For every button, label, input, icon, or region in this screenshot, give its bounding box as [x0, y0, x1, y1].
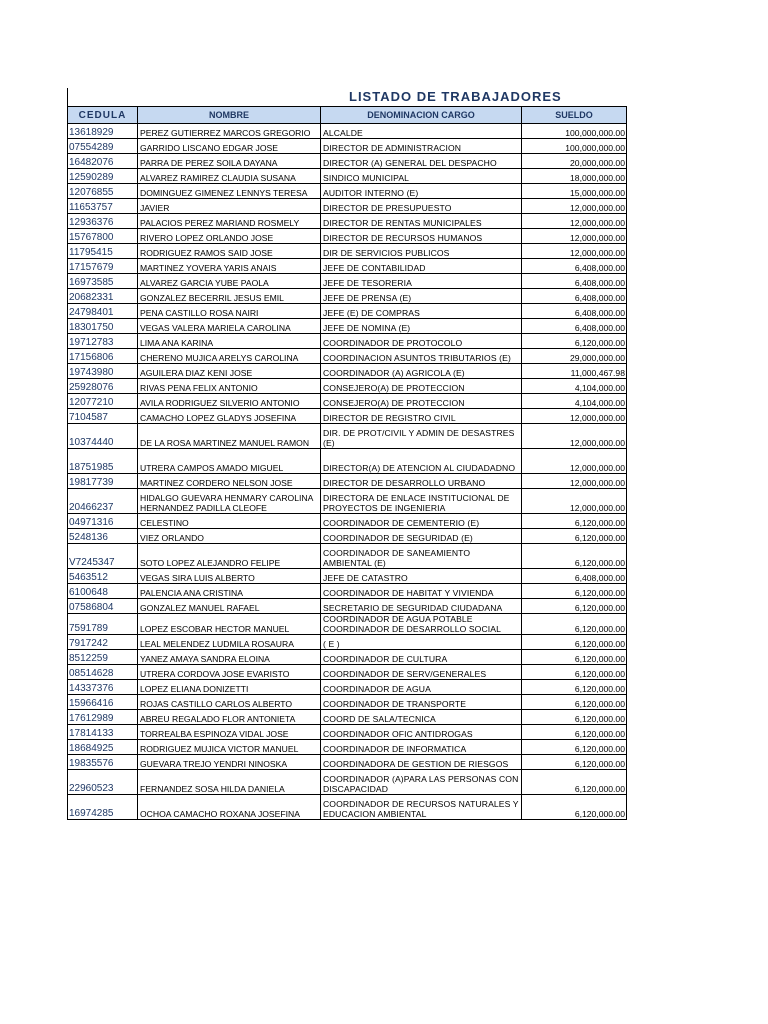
table-row [68, 795, 627, 820]
cargo-cell[interactable]: DIRECTOR DE RECURSOS HUMANOS [321, 229, 522, 244]
sueldo-cell[interactable]: 12,000,000.00 [522, 214, 627, 229]
cargo-cell[interactable]: COORDINADOR DE SERV/GENERALES [321, 665, 522, 680]
sueldo-cell[interactable]: 12,000,000.00 [522, 244, 627, 259]
table-row [68, 244, 627, 259]
nombre-cell[interactable]: VIEZ ORLANDO [138, 529, 321, 544]
sueldo-cell[interactable]: 29,000,000.00 [522, 349, 627, 364]
nombre-cell[interactable]: PENA CASTILLO ROSA NAIRI [138, 304, 321, 319]
table-row [68, 770, 627, 795]
cargo-cell[interactable]: COORDINADOR DE AGUA [321, 680, 522, 695]
cargo-cell[interactable]: DIRECTORA DE ENLACE INSTITUCIONAL DE PROYECTOS DE INGENIERIA [321, 489, 522, 514]
table-row [68, 154, 627, 169]
nombre-cell[interactable]: GONZALEZ BECERRIL JESUS EMIL [138, 289, 321, 304]
nombre-cell[interactable]: YANEZ AMAYA SANDRA ELOINA [138, 650, 321, 665]
table-row [68, 680, 627, 695]
nombre-cell[interactable]: UTRERA CAMPOS AMADO MIGUEL [138, 449, 321, 474]
cedula-cell[interactable]: 12076855 [68, 184, 138, 199]
sueldo-cell[interactable]: 6,120,000.00 [522, 725, 627, 740]
nombre-cell[interactable]: CHERENO MUJICA ARELYS CAROLINA [138, 349, 321, 364]
nombre-cell[interactable]: CELESTINO [138, 514, 321, 529]
sueldo-cell[interactable]: 6,408,000.00 [522, 259, 627, 274]
sueldo-cell[interactable]: 20,000,000.00 [522, 154, 627, 169]
cedula-cell[interactable]: 7591789 [68, 614, 138, 635]
sueldo-cell[interactable]: 4,104,000.00 [522, 394, 627, 409]
cargo-cell[interactable]: COORDINADOR DE SEGURIDAD (E) [321, 529, 522, 544]
sueldo-cell[interactable]: 6,120,000.00 [522, 665, 627, 680]
nombre-cell[interactable]: GONZALEZ MANUEL RAFAEL [138, 599, 321, 614]
sueldo-cell[interactable]: 12,000,000.00 [522, 474, 627, 489]
table-row [68, 489, 627, 514]
cedula-cell[interactable]: 07554289 [68, 139, 138, 154]
cedula-cell[interactable]: 12936376 [68, 214, 138, 229]
sueldo-cell[interactable]: 6,120,000.00 [522, 710, 627, 725]
sueldo-cell[interactable]: 6,408,000.00 [522, 304, 627, 319]
sueldo-cell[interactable]: 6,120,000.00 [522, 584, 627, 599]
cedula-cell[interactable]: 12590289 [68, 169, 138, 184]
table-row [68, 349, 627, 364]
nombre-cell[interactable]: AGUILERA DIAZ KENI JOSE [138, 364, 321, 379]
nombre-cell[interactable]: UTRERA CORDOVA JOSE EVARISTO [138, 665, 321, 680]
nombre-cell[interactable]: VEGAS VALERA MARIELA CAROLINA [138, 319, 321, 334]
nombre-cell[interactable]: PALACIOS PEREZ MARIAND ROSMELY [138, 214, 321, 229]
table-row [68, 124, 627, 139]
table-row [68, 650, 627, 665]
sueldo-cell[interactable]: 12,000,000.00 [522, 199, 627, 214]
nombre-cell[interactable]: LOPEZ ESCOBAR HECTOR MANUEL [138, 614, 321, 635]
cedula-cell[interactable]: 18751985 [68, 449, 138, 474]
sueldo-cell[interactable]: 6,120,000.00 [522, 614, 627, 635]
table-row [68, 710, 627, 725]
cedula-cell[interactable]: 04971316 [68, 514, 138, 529]
table-row [68, 319, 627, 334]
cedula-cell[interactable]: 19712783 [68, 334, 138, 349]
cargo-cell[interactable]: COORDINADOR DE TRANSPORTE [321, 695, 522, 710]
nombre-cell[interactable]: PALENCIA ANA CRISTINA [138, 584, 321, 599]
nombre-cell[interactable]: ABREU REGALADO FLOR ANTONIETA [138, 710, 321, 725]
nombre-cell[interactable]: RODRIGUEZ RAMOS SAID JOSE [138, 244, 321, 259]
table-row [68, 229, 627, 244]
nombre-cell[interactable]: DOMINGUEZ GIMENEZ LENNYS TERESA [138, 184, 321, 199]
column-header-nombre[interactable]: NOMBRE [138, 107, 321, 124]
table-row [68, 394, 627, 409]
table-row [68, 364, 627, 379]
cedula-cell[interactable]: 20682331 [68, 289, 138, 304]
sueldo-cell[interactable]: 6,120,000.00 [522, 740, 627, 755]
nombre-cell[interactable]: TORREALBA ESPINOZA VIDAL JOSE [138, 725, 321, 740]
cargo-cell[interactable]: DIR. DE PROT/CIVIL Y ADMIN DE DESASTRES (E) [321, 424, 522, 449]
header-row [68, 107, 627, 124]
sueldo-cell[interactable]: 6,120,000.00 [522, 544, 627, 569]
table-row [68, 529, 627, 544]
cargo-cell[interactable]: COORDINADOR DE HABITAT Y VIVIENDA [321, 584, 522, 599]
table-row [68, 379, 627, 394]
nombre-cell[interactable]: CAMACHO LOPEZ GLADYS JOSEFINA [138, 409, 321, 424]
table-row [68, 274, 627, 289]
column-header-cedula[interactable]: CEDULA [68, 107, 138, 124]
nombre-cell[interactable]: LOPEZ ELIANA DONIZETTI [138, 680, 321, 695]
nombre-cell[interactable]: LIMA ANA KARINA [138, 334, 321, 349]
sueldo-cell[interactable]: 6,408,000.00 [522, 319, 627, 334]
sueldo-cell[interactable]: 12,000,000.00 [522, 489, 627, 514]
cargo-cell[interactable]: COORDINADOR DE RECURSOS NATURALES Y EDUCACION AMBIENTAL [321, 795, 522, 820]
spreadsheet [67, 88, 626, 820]
nombre-cell[interactable]: ALVAREZ RAMIREZ CLAUDIA SUSANA [138, 169, 321, 184]
cedula-cell[interactable]: 15966416 [68, 695, 138, 710]
sueldo-cell[interactable]: 6,120,000.00 [522, 695, 627, 710]
cedula-cell[interactable]: 19817739 [68, 474, 138, 489]
cedula-cell[interactable]: 20466237 [68, 489, 138, 514]
table-row [68, 584, 627, 599]
nombre-cell[interactable]: PARRA DE PEREZ SOILA DAYANA [138, 154, 321, 169]
sheet-title: LISTADO DE TRABAJADORES [349, 89, 562, 104]
table-row [68, 740, 627, 755]
cargo-cell[interactable]: COORDINADOR (A) AGRICOLA (E) [321, 364, 522, 379]
sueldo-cell[interactable]: 6,408,000.00 [522, 274, 627, 289]
table-row [68, 755, 627, 770]
cedula-cell[interactable]: 16973585 [68, 274, 138, 289]
cargo-cell[interactable]: COORDINADOR DE PROTOCOLO [321, 334, 522, 349]
cedula-cell[interactable]: 10374440 [68, 424, 138, 449]
sueldo-cell[interactable]: 12,000,000.00 [522, 449, 627, 474]
column-header-sueldo[interactable]: SUELDO [522, 107, 627, 124]
table-row [68, 334, 627, 349]
cedula-cell[interactable]: 18301750 [68, 319, 138, 334]
cargo-cell[interactable]: CONSEJERO(A) DE PROTECCION [321, 394, 522, 409]
sueldo-cell[interactable]: 6,120,000.00 [522, 599, 627, 614]
cargo-cell[interactable]: DIRECTOR DE DESARROLLO URBANO [321, 474, 522, 489]
cedula-cell[interactable]: 08514628 [68, 665, 138, 680]
nombre-cell[interactable]: OCHOA CAMACHO ROXANA JOSEFINA [138, 795, 321, 820]
table-row [68, 424, 627, 449]
sueldo-cell[interactable]: 12,000,000.00 [522, 424, 627, 449]
cargo-cell[interactable]: SECRETARIO DE SEGURIDAD CIUDADANA [321, 599, 522, 614]
cargo-cell[interactable]: COORDINADOR DE SANEAMIENTO AMBIENTAL (E) [321, 544, 522, 569]
nombre-cell[interactable]: SOTO LOPEZ ALEJANDRO FELIPE [138, 544, 321, 569]
nombre-cell[interactable]: GUEVARA TREJO YENDRI NINOSKA [138, 755, 321, 770]
nombre-cell[interactable]: PEREZ GUTIERREZ MARCOS GREGORIO [138, 124, 321, 139]
table-row [68, 169, 627, 184]
nombre-cell[interactable]: VEGAS SIRA LUIS ALBERTO [138, 569, 321, 584]
cargo-cell[interactable]: COORDINADORA DE GESTION DE RIESGOS [321, 755, 522, 770]
cedula-cell[interactable]: V7245347 [68, 544, 138, 569]
nombre-cell[interactable]: ALVAREZ GARCIA YUBE PAOLA [138, 274, 321, 289]
title-row [67, 88, 626, 106]
sueldo-cell[interactable]: 12,000,000.00 [522, 409, 627, 424]
sueldo-cell[interactable]: 6,120,000.00 [522, 334, 627, 349]
table-row [68, 614, 627, 635]
sueldo-cell[interactable]: 6,408,000.00 [522, 569, 627, 584]
nombre-cell[interactable]: ROJAS CASTILLO CARLOS ALBERTO [138, 695, 321, 710]
table-row [68, 725, 627, 740]
cedula-cell[interactable]: 8512259 [68, 650, 138, 665]
table-row [68, 409, 627, 424]
nombre-cell[interactable]: RIVERO LOPEZ ORLANDO JOSE [138, 229, 321, 244]
sueldo-cell[interactable]: 6,120,000.00 [522, 650, 627, 665]
sueldo-cell[interactable]: 6,120,000.00 [522, 770, 627, 795]
sueldo-cell[interactable]: 6,120,000.00 [522, 795, 627, 820]
sueldo-cell[interactable]: 12,000,000.00 [522, 229, 627, 244]
cargo-cell[interactable]: ( E ) [321, 635, 522, 650]
cedula-cell[interactable]: 16482076 [68, 154, 138, 169]
cedula-cell[interactable]: 5248136 [68, 529, 138, 544]
nombre-cell[interactable]: RODRIGUEZ MUJICA VICTOR MANUEL [138, 740, 321, 755]
table-row [68, 304, 627, 319]
cedula-cell[interactable]: 19743980 [68, 364, 138, 379]
cargo-cell[interactable]: COORDINADOR OFIC ANTIDROGAS [321, 725, 522, 740]
cedula-cell[interactable]: 25928076 [68, 379, 138, 394]
cargo-cell[interactable]: DIR DE SERVICIOS PUBLICOS [321, 244, 522, 259]
sueldo-cell[interactable]: 6,120,000.00 [522, 635, 627, 650]
cedula-cell[interactable]: 17156806 [68, 349, 138, 364]
cedula-cell[interactable]: 24798401 [68, 304, 138, 319]
cedula-cell[interactable]: 17612989 [68, 710, 138, 725]
sueldo-cell[interactable]: 4,104,000.00 [522, 379, 627, 394]
sueldo-cell[interactable]: 11,000,467.98 [522, 364, 627, 379]
nombre-cell[interactable]: FERNANDEZ SOSA HILDA DANIELA [138, 770, 321, 795]
cedula-cell[interactable]: 6100648 [68, 584, 138, 599]
nombre-cell[interactable]: MARTINEZ CORDERO NELSON JOSE [138, 474, 321, 489]
table-row [68, 599, 627, 614]
table-row [68, 635, 627, 650]
sueldo-cell[interactable]: 6,120,000.00 [522, 529, 627, 544]
cedula-cell[interactable]: 12077210 [68, 394, 138, 409]
cargo-cell[interactable]: SINDICO MUNICIPAL [321, 169, 522, 184]
cedula-cell[interactable]: 14337376 [68, 680, 138, 695]
nombre-cell[interactable]: MARTINEZ YOVERA YARIS ANAIS [138, 259, 321, 274]
cargo-cell[interactable]: DIRECTOR (A) GENERAL DEL DESPACHO [321, 154, 522, 169]
cargo-cell[interactable]: DIRECTOR DE RENTAS MUNICIPALES [321, 214, 522, 229]
nombre-cell[interactable]: HIDALGO GUEVARA HENMARY CAROLINA HERNANDEZ PADILLA CLEOFE [138, 489, 321, 514]
cedula-cell[interactable]: 17814133 [68, 725, 138, 740]
sueldo-cell[interactable]: 6,120,000.00 [522, 514, 627, 529]
nombre-cell[interactable]: LEAL MELENDEZ LUDMILA ROSAURA [138, 635, 321, 650]
cargo-cell[interactable]: DIRECTOR DE PRESUPUESTO [321, 199, 522, 214]
cargo-cell[interactable]: COORDINADOR DE INFORMATICA [321, 740, 522, 755]
cedula-cell[interactable]: 13618929 [68, 124, 138, 139]
table-row [68, 449, 627, 474]
table-row [68, 139, 627, 154]
table-row [68, 199, 627, 214]
cargo-cell[interactable]: JEFE DE CATASTRO [321, 569, 522, 584]
nombre-cell[interactable]: RIVAS PENA FELIX ANTONIO [138, 379, 321, 394]
nombre-cell[interactable]: AVILA RODRIGUEZ SILVERIO ANTONIO [138, 394, 321, 409]
cargo-cell[interactable]: DIRECTOR(A) DE ATENCION AL CIUDADADNO [321, 449, 522, 474]
table-row [68, 214, 627, 229]
table-row [68, 259, 627, 274]
cedula-cell[interactable]: 7104587 [68, 409, 138, 424]
table-row [68, 514, 627, 529]
sueldo-cell[interactable]: 18,000,000.00 [522, 169, 627, 184]
cedula-cell[interactable]: 18684925 [68, 740, 138, 755]
sueldo-cell[interactable]: 6,408,000.00 [522, 289, 627, 304]
cargo-cell[interactable]: COORD DE SALA/TECNICA [321, 710, 522, 725]
cargo-cell[interactable]: JEFE DE NOMINA (E) [321, 319, 522, 334]
workers-table [67, 106, 627, 820]
nombre-cell[interactable]: GARRIDO LISCANO EDGAR JOSE [138, 139, 321, 154]
table-row [68, 474, 627, 489]
sueldo-cell[interactable]: 6,120,000.00 [522, 680, 627, 695]
cargo-cell[interactable]: DIRECTOR DE ADMINISTRACION [321, 139, 522, 154]
cargo-cell[interactable]: JEFE (E) DE COMPRAS [321, 304, 522, 319]
cedula-cell[interactable]: 22960523 [68, 770, 138, 795]
cargo-cell[interactable]: ALCALDE [321, 124, 522, 139]
table-row [68, 544, 627, 569]
cargo-cell[interactable]: JEFE DE TESORERIA [321, 274, 522, 289]
table-row [68, 665, 627, 680]
cargo-cell[interactable]: COORDINADOR DE AGUA POTABLE COORDINADOR DE DESARROLLO SOCIAL [321, 614, 522, 635]
table-row [68, 569, 627, 584]
sueldo-cell[interactable]: 100,000,000.00 [522, 139, 627, 154]
cedula-cell[interactable]: 11795415 [68, 244, 138, 259]
table-row [68, 695, 627, 710]
column-header-cargo[interactable]: DENOMINACION CARGO [321, 107, 522, 124]
sueldo-cell[interactable]: 15,000,000.00 [522, 184, 627, 199]
cargo-cell[interactable]: COORDINADOR DE CULTURA [321, 650, 522, 665]
cargo-cell[interactable]: COORDINADOR (A)PARA LAS PERSONAS CON DISCAPACIDAD [321, 770, 522, 795]
table-row [68, 289, 627, 304]
cedula-cell[interactable]: 15767800 [68, 229, 138, 244]
cedula-cell[interactable]: 19835576 [68, 755, 138, 770]
cargo-cell[interactable]: AUDITOR INTERNO (E) [321, 184, 522, 199]
nombre-cell[interactable]: JAVIER [138, 199, 321, 214]
cargo-cell[interactable]: COORDINACION ASUNTOS TRIBUTARIOS (E) [321, 349, 522, 364]
sueldo-cell[interactable]: 6,120,000.00 [522, 755, 627, 770]
cedula-cell[interactable]: 7917242 [68, 635, 138, 650]
cedula-cell[interactable]: 11653757 [68, 199, 138, 214]
nombre-cell[interactable]: DE LA ROSA MARTINEZ MANUEL RAMON [138, 424, 321, 449]
cedula-cell[interactable]: 5463512 [68, 569, 138, 584]
cedula-cell[interactable]: 17157679 [68, 259, 138, 274]
cargo-cell[interactable]: DIRECTOR DE REGISTRO CIVIL [321, 409, 522, 424]
cargo-cell[interactable]: JEFE DE CONTABILIDAD [321, 259, 522, 274]
table-row [68, 184, 627, 199]
cargo-cell[interactable]: COORDINADOR DE CEMENTERIO (E) [321, 514, 522, 529]
cedula-cell[interactable]: 07586804 [68, 599, 138, 614]
cargo-cell[interactable]: CONSEJERO(A) DE PROTECCION [321, 379, 522, 394]
cargo-cell[interactable]: JEFE DE PRENSA (E) [321, 289, 522, 304]
sueldo-cell[interactable]: 100,000,000.00 [522, 124, 627, 139]
cedula-cell[interactable]: 16974285 [68, 795, 138, 820]
